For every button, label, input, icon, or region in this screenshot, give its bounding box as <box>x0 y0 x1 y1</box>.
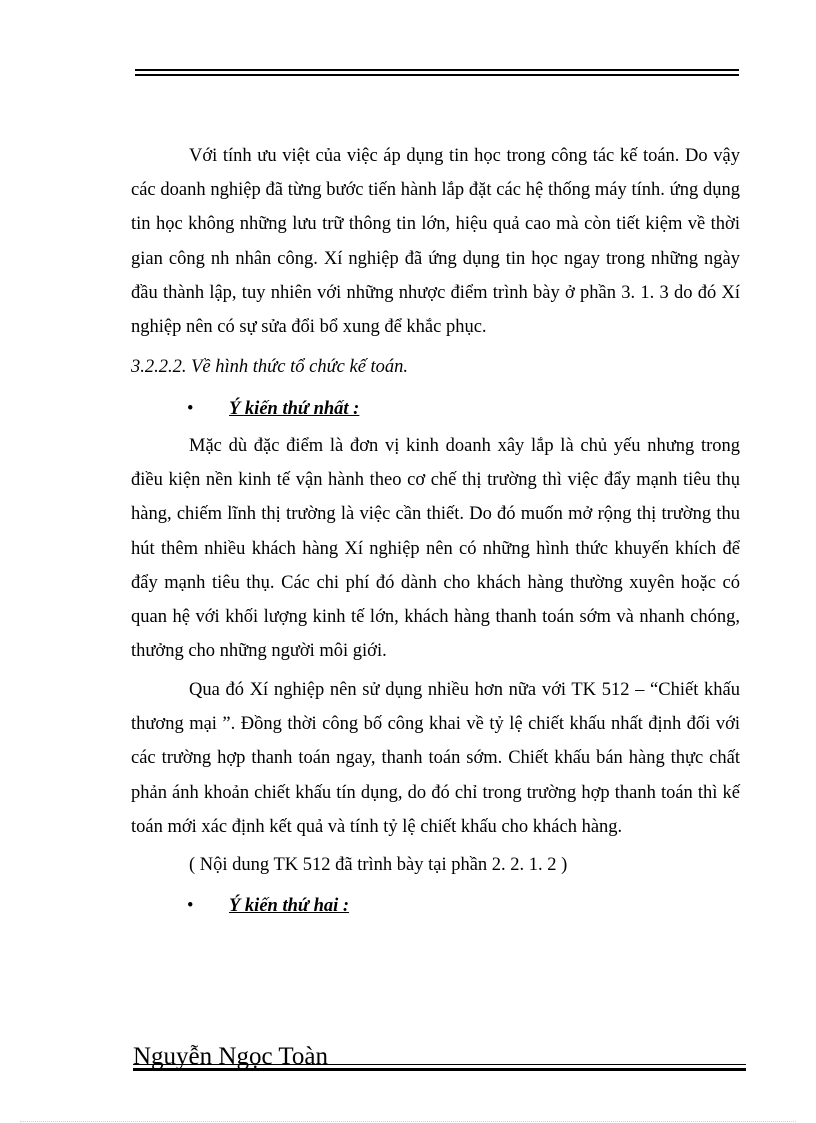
footer-rule-thick <box>133 1068 746 1071</box>
footer-rule-thin <box>133 1064 746 1065</box>
paragraph-tk512: Qua đó Xí nghiệp nên sử dụng nhiều hơn nữa với TK 512 – “Chiết khấu thương mại ”. Đồng thời công bố công khai về tỷ lệ chiết khấu nhất định đối với các trường hợp thanh toán ngay, thanh toán sớm. Chiết khấu bán hàng thực chất phản ánh khoản chiết khấu tín dụng, do đó chỉ trong trường hợp thanh toán thì kế toán mới xác định kết quả và tính tỷ lệ chiết khấu cho khách hàng. <box>131 680 740 837</box>
bullet-label-first: Ý kiến thứ nhất : <box>229 399 360 419</box>
bullet-label-second: Ý kiến thứ hai : <box>229 896 350 916</box>
bullet-icon: • <box>187 896 194 916</box>
page-edge-dotted-line <box>20 1121 796 1122</box>
paragraph-intro: Với tính ưu việt của việc áp dụng tin học trong công tác kế toán. Do vậy các doanh nghiệp đã từng bước tiến hành lắp đặt các hệ thống máy tính. ứng dụng tin học không những lưu trữ thông tin lớn, hiệu quả cao mà còn tiết kiệm về thời gian công nh nhân công. Xí nghiệp đã ứng dụng tin học ngay trong những ngày đầu thành lập, tuy nhiên với những nhược điểm trình bày ở phần 3. 1. 3 do đó Xí nghiệp nên có sự sửa đổi bổ xung để khắc phục. <box>131 146 740 338</box>
note-reference: ( Nội dung TK 512 đã trình bày tại phần 2. 2. 1. 2 ) <box>189 855 568 875</box>
header-rule-top <box>135 69 739 71</box>
section-heading: 3.2.2.2. Về hình thức tổ chức kế toán. <box>131 357 409 377</box>
bullet-icon: • <box>187 399 194 419</box>
paragraph-first-opinion: Mặc dù đặc điểm là đơn vị kinh doanh xây lắp là chủ yếu nhưng trong điều kiện nền kinh tế vận hành theo cơ chế thị trường thì việc đẩy mạnh tiêu thụ hàng, chiếm lĩnh thị trường là việc cần thiết. Do đó muốn mở rộng thị trường thu hút thêm nhiều khách hàng Xí nghiệp nên có những hình thức khuyến khích để đẩy mạnh tiêu thụ. Các chi phí đó dành cho khách hàng thường xuyên hoặc có quan hệ với khối lượng kinh tế lớn, khách hàng thanh toán sớm và nhanh chóng, thưởng cho những người môi giới. <box>131 436 740 662</box>
header-rule-bottom <box>135 74 739 76</box>
footer-author: Nguyễn Ngọc Toàn <box>133 1043 328 1070</box>
